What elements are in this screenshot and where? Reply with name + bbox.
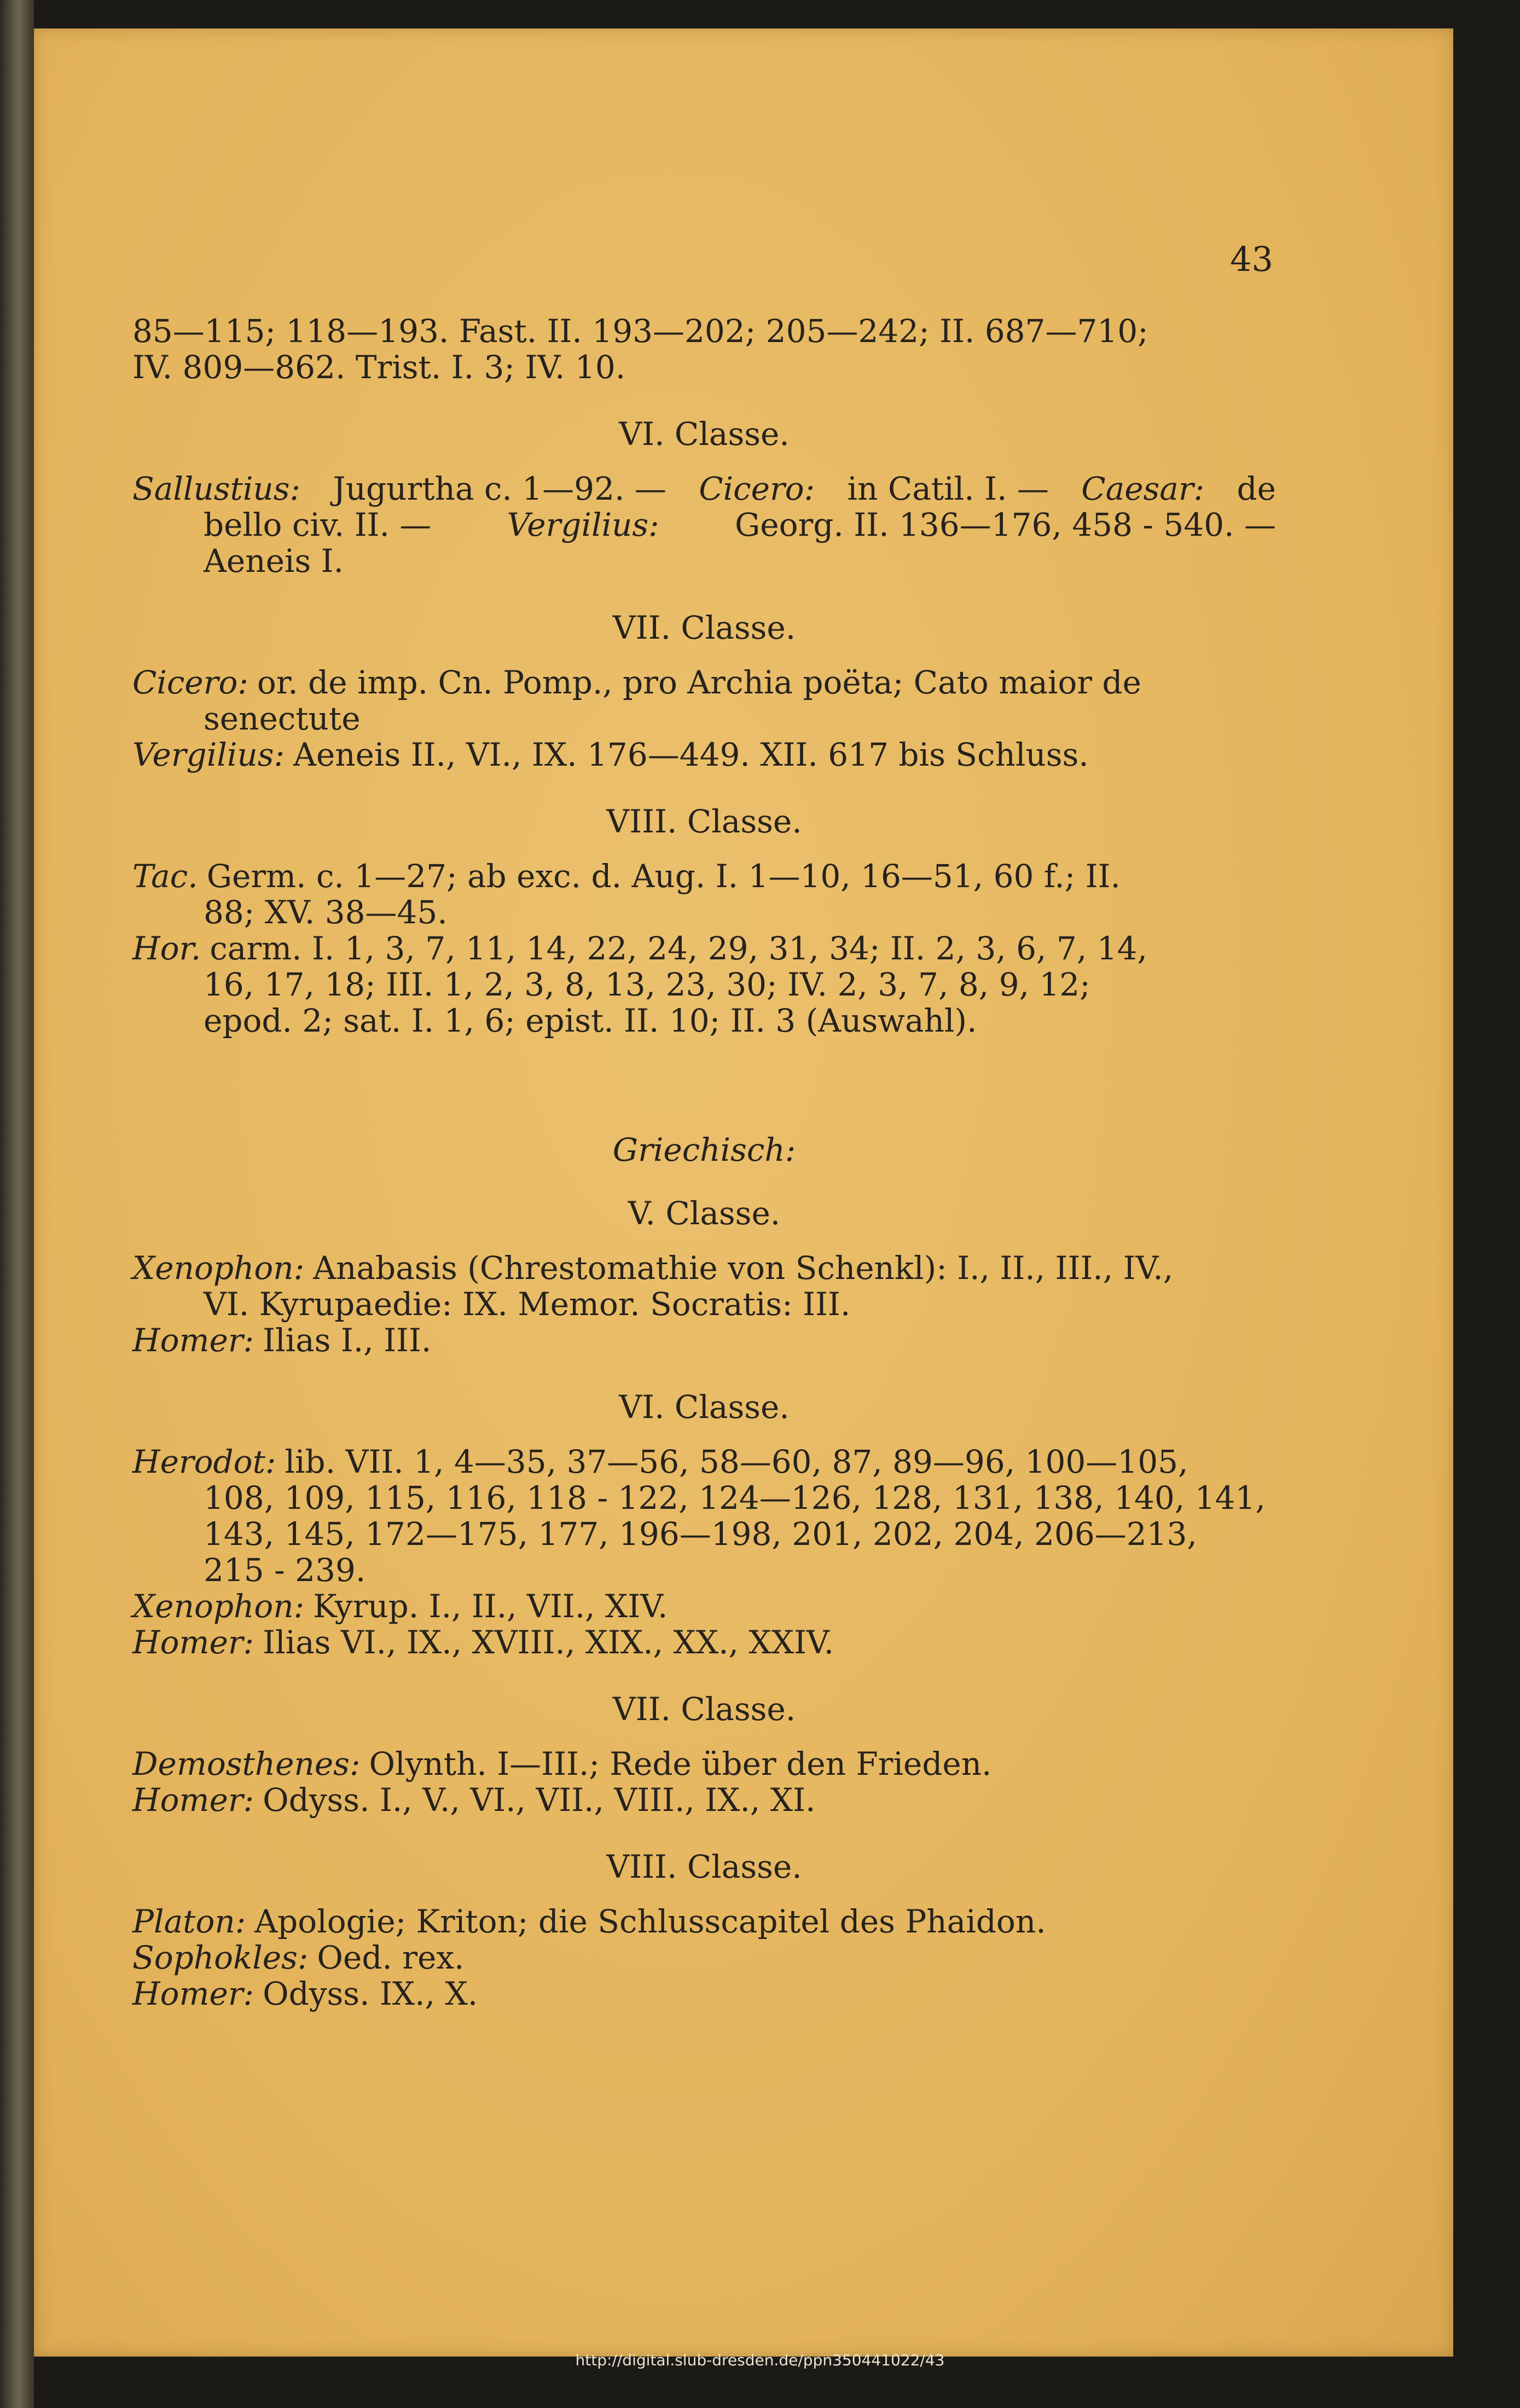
text-line: Homer: Ilias I., III.	[132, 1322, 432, 1359]
author-name: Demosthenes:	[132, 1745, 361, 1782]
author-name: Sophokles:	[132, 1939, 309, 1976]
text-line: Platon: Apologie; Kriton; die Schlusscapitel des Phaidon.	[132, 1903, 1046, 1940]
text-line: Hor. carm. I. 1, 3, 7, 11, 14, 22, 24, 29, 31, 34; II. 2, 3, 6, 7, 14,	[132, 930, 1147, 967]
text-line: 16, 17, 18; III. 1, 2, 3, 8, 13, 23, 30; IV. 2, 3, 7, 8, 9, 12;	[204, 966, 1090, 1003]
author-name: Homer:	[132, 1975, 254, 2012]
text-line: Xenophon: Anabasis (Chrestomathie von Schenkl): I., II., III., IV.,	[132, 1249, 1174, 1287]
text-line: Homer: Odyss. IX., X.	[132, 1975, 478, 2012]
source-url: http://digital.slub-dresden.de/ppn350441022/43	[575, 2351, 945, 2369]
text-line: Sophokles: Oed. rex.	[132, 1939, 465, 1976]
author-name: Cicero:	[132, 664, 248, 701]
class-heading: VI. Classe.	[619, 415, 790, 453]
class-heading: VII. Classe.	[612, 609, 796, 646]
author-name: Vergilius:	[132, 736, 285, 773]
author-name: Platon:	[132, 1903, 246, 1940]
text-line: epod. 2; sat. I. 1, 6; epist. II. 10; II. 3 (Auswahl).	[204, 1002, 977, 1039]
text-line: 88; XV. 38—45.	[204, 894, 448, 931]
class-heading: VIII. Classe.	[606, 803, 802, 840]
text-line: 85—115; 118—193. Fast. II. 193—202; 205—242; II. 687—710;	[132, 312, 1148, 350]
class-heading: VII. Classe.	[612, 1691, 796, 1728]
author-name: Cicero:	[699, 470, 815, 507]
text-line: Homer: Odyss. I., V., VI., VII., VIII., IX., XI.	[132, 1781, 816, 1819]
class-heading: V. Classe.	[628, 1195, 781, 1232]
text-line: Homer: Ilias VI., IX., XVIII., XIX., XX., XXIV.	[132, 1624, 834, 1661]
text-line: IV. 809—862. Trist. I. 3; IV. 10.	[132, 349, 626, 386]
text-line: bello civ. II. — Vergilius: Georg. II. 136—176, 458 - 540. —	[204, 506, 1276, 543]
text-line: Herodot: lib. VII. 1, 4—35, 37—56, 58—60, 87, 89—96, 100—105,	[132, 1443, 1188, 1480]
text-line: Vergilius: Aeneis II., VI., IX. 176—449. XII. 617 bis Schluss.	[132, 736, 1089, 773]
author-name: Hor.	[132, 930, 201, 967]
text-line: Demosthenes: Olynth. I—III.; Rede über den Frieden.	[132, 1745, 992, 1782]
book-spine	[0, 0, 34, 2408]
class-heading: VI. Classe.	[619, 1388, 790, 1426]
author-name: Caesar:	[1081, 470, 1205, 507]
text-line: Tac. Germ. c. 1—27; ab exc. d. Aug. I. 1—10, 16—51, 60 f.; II.	[132, 858, 1121, 895]
text-line: Cicero: or. de imp. Cn. Pomp., pro Archia poëta; Cato maior de	[132, 664, 1141, 701]
text-line: 215 - 239.	[204, 1552, 366, 1589]
text-line: senectute	[204, 700, 361, 737]
text-line: VI. Kyrupaedie: IX. Memor. Socratis: III.	[204, 1286, 851, 1323]
author-name: Homer:	[132, 1322, 254, 1359]
text-line: 108, 109, 115, 116, 118 - 122, 124—126, 128, 131, 138, 140, 141,	[204, 1479, 1266, 1516]
section-title: Griechisch:	[612, 1131, 796, 1168]
text-line: 143, 145, 172—175, 177, 196—198, 201, 202, 204, 206—213,	[204, 1515, 1197, 1553]
author-name: Tac.	[132, 858, 198, 895]
class-heading: VIII. Classe.	[606, 1848, 802, 1885]
author-name: Xenophon:	[132, 1588, 305, 1625]
author-name: Herodot:	[132, 1443, 276, 1480]
author-name: Vergilius:	[507, 506, 659, 543]
text-line: Sallustius: Jugurtha c. 1—92. — Cicero: in Catil. I. — Caesar: de	[132, 470, 1276, 507]
author-name: Homer:	[132, 1781, 254, 1819]
author-name: Sallustius:	[132, 470, 301, 507]
page-number: 43	[1230, 239, 1273, 279]
author-name: Homer:	[132, 1624, 254, 1661]
author-name: Xenophon:	[132, 1249, 305, 1287]
text-line: Xenophon: Kyrup. I., II., VII., XIV.	[132, 1588, 668, 1625]
reading-list	[132, 313, 1276, 2012]
text-line: Aeneis I.	[204, 542, 344, 580]
book-page	[34, 28, 1453, 2357]
